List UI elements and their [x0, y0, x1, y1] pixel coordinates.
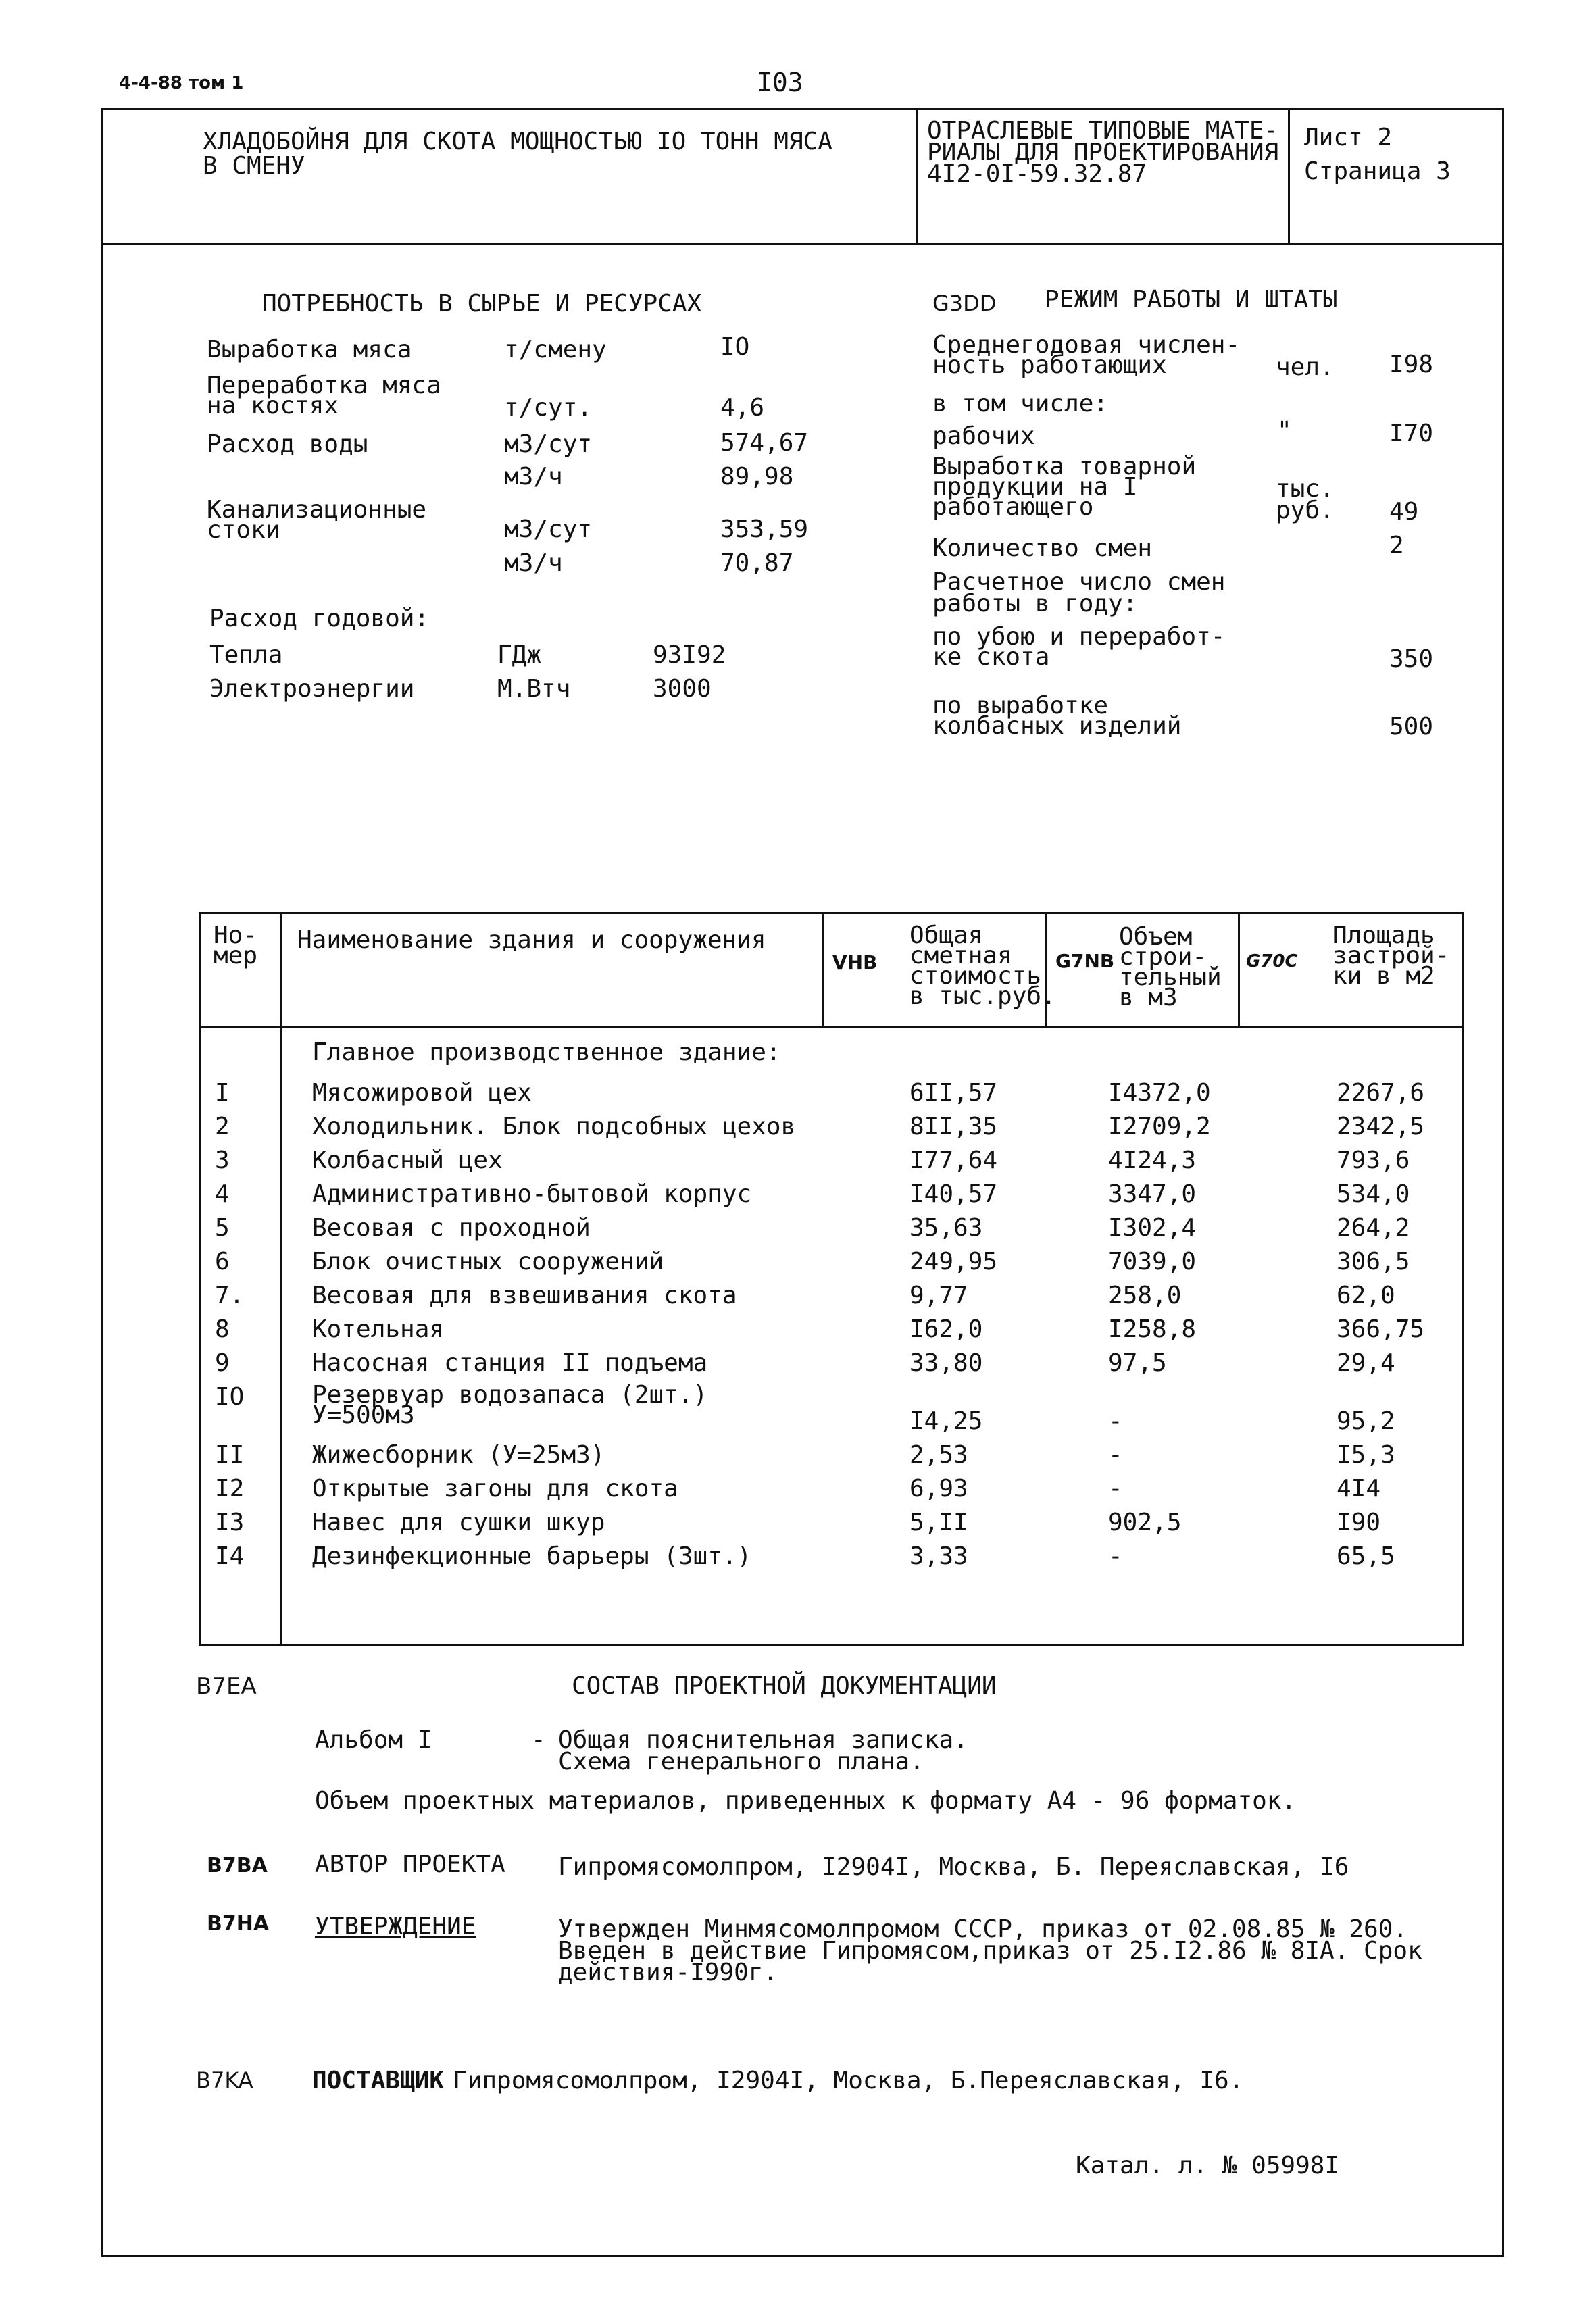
staff-unit: тыс. руб. — [1276, 475, 1335, 524]
table-row-num: I2 — [215, 1475, 245, 1503]
resource-unit: т/сут. — [504, 394, 593, 422]
table-row-area: 29,4 — [1337, 1349, 1395, 1377]
table-col-divider — [1238, 912, 1240, 1026]
resource-value: 89,98 — [720, 463, 794, 491]
table-row-num: 2 — [215, 1113, 230, 1140]
table-row-name: Холодильник. Блок подсобных цехов — [312, 1113, 796, 1140]
annual-name: Электроэнергии — [209, 675, 415, 703]
table-row-num: I4 — [215, 1542, 245, 1570]
col-header-code: G7NB — [1055, 950, 1115, 972]
table-row-cost: 6,93 — [909, 1475, 968, 1503]
staff-title: РЕЖИМ РАБОТЫ И ШТАТЫ — [1045, 286, 1338, 313]
staff-value: 2 — [1389, 532, 1404, 559]
table-row-cost: I77,64 — [909, 1147, 998, 1174]
header-bottom-rule — [101, 243, 1504, 245]
table-row-num: 4 — [215, 1180, 230, 1208]
table-row-area: I90 — [1337, 1509, 1381, 1536]
staff-name: в том числе: — [932, 390, 1109, 418]
table-row-name: Весовая с проходной — [312, 1214, 591, 1242]
sheet-label: Лист 2 — [1304, 124, 1393, 151]
table-row-area: 534,0 — [1337, 1180, 1410, 1208]
table-row-cost: 5,II — [909, 1509, 968, 1536]
author-code: B7BA — [207, 1854, 268, 1878]
table-row-volume: - — [1108, 1441, 1123, 1469]
staff-name: рабочих — [932, 422, 1035, 450]
approval-text: Утвержден Минмясомолпромом СССР, приказ от 02.08.85 № 260. Введен в действие Гипромясом,приказ от 25.I2.86 № 8IA. Срок действия-I990г. — [558, 1915, 1422, 1986]
col-header-code: G70C — [1246, 951, 1298, 972]
table-row-volume: I2709,2 — [1108, 1113, 1211, 1140]
table-row-area: 264,2 — [1337, 1214, 1410, 1242]
col-header-area: Площадь застрой- ки в м2 — [1332, 922, 1450, 990]
table-col-divider — [822, 912, 824, 1026]
staff-name: Выработка товарной продукции на I работающего — [932, 453, 1197, 521]
annual-unit: М.Втч — [497, 675, 571, 703]
table-row-area: 793,6 — [1337, 1147, 1410, 1174]
table-row-area: 4I4 — [1337, 1475, 1381, 1503]
supplier-label: ПОСТАВЩИК — [312, 2067, 445, 2094]
table-col-divider — [280, 912, 282, 1646]
resource-value: 4,6 — [720, 394, 765, 422]
header-divider-2 — [1288, 108, 1290, 243]
resource-value: IO — [720, 333, 750, 361]
staff-unit: " — [1277, 417, 1292, 445]
table-row-name: Насосная станция II подъема — [312, 1349, 708, 1377]
table-row-cost: 2,53 — [909, 1441, 968, 1469]
annual-unit: ГДж — [497, 641, 542, 669]
table-row-cost: 35,63 — [909, 1214, 983, 1242]
table-row-num: II — [215, 1441, 245, 1469]
annual-name: Тепла — [209, 641, 283, 669]
table-row-cost: 6II,57 — [909, 1079, 998, 1107]
table-row-name: Жижесборник (У=25м3) — [312, 1441, 605, 1469]
resource-unit: м3/сут — [504, 430, 593, 458]
table-row-volume: - — [1108, 1475, 1123, 1503]
resource-unit: т/смену — [504, 336, 607, 363]
resource-name: Выработка мяса — [207, 336, 412, 363]
table-row-name: Весовая для взвешивания скота — [312, 1282, 737, 1309]
col-header-name: Наименование здания и сооружения — [297, 926, 766, 954]
resource-name: Переработка мяса на костях — [207, 372, 441, 420]
staff-value: 350 — [1389, 645, 1434, 673]
table-row-volume: 97,5 — [1108, 1349, 1167, 1377]
table-row-volume: - — [1108, 1407, 1123, 1435]
table-row-num: I — [215, 1079, 230, 1107]
volume-text: Объем проектных материалов, приведенных к формату А4 - 96 форматок. — [315, 1787, 1297, 1815]
staff-code: G3DD — [932, 291, 997, 316]
table-row-name: Административно-бытовой корпус — [312, 1180, 752, 1208]
col-header-cost: Общая сметная стоимость в тыс.руб. — [909, 922, 1056, 1010]
staff-value: 500 — [1389, 713, 1434, 740]
resource-value: 353,59 — [720, 515, 809, 543]
staff-value: 49 — [1389, 498, 1419, 526]
table-row-cost: 249,95 — [909, 1248, 998, 1276]
staff-name: Расчетное число смен работы в году: — [932, 568, 1226, 618]
staff-name: Количество смен — [932, 534, 1153, 562]
table-row-num: 9 — [215, 1349, 230, 1377]
table-row-volume: I258,8 — [1108, 1315, 1197, 1343]
series-title: ОТРАСЛЕВЫЕ ТИПОВЫЕ МАТЕ- РИАЛЫ ДЛЯ ПРОЕКТИРОВАНИЯ 4I2-0I-59.32.87 — [927, 117, 1279, 188]
col-header-volume: Объем строи- тельный в м3 — [1119, 923, 1222, 1011]
table-row-num: 7. — [215, 1282, 245, 1309]
document-reference: 4-4-88 том 1 — [119, 73, 244, 93]
table-row-name: Дезинфекционные барьеры (3шт.) — [312, 1542, 752, 1570]
table-group-title: Главное производственное здание: — [312, 1038, 781, 1066]
table-row-volume: 3347,0 — [1108, 1180, 1197, 1208]
resource-unit: м3/ч — [504, 463, 563, 491]
table-row-num: 3 — [215, 1147, 230, 1174]
table-row-area: 2267,6 — [1337, 1079, 1425, 1107]
table-row-cost: 33,80 — [909, 1349, 983, 1377]
table-header-rule — [199, 1026, 1464, 1028]
author-label: АВТОР ПРОЕКТА — [315, 1851, 505, 1878]
table-row-volume: I4372,0 — [1108, 1079, 1211, 1107]
album-label: Альбом I — [315, 1726, 432, 1754]
table-row-area: 95,2 — [1337, 1407, 1395, 1435]
resource-unit: м3/сут — [504, 515, 593, 543]
table-row-name: Мясожировой цех — [312, 1079, 532, 1107]
table-row-volume: 4I24,3 — [1108, 1147, 1197, 1174]
staff-unit: чел. — [1276, 353, 1335, 381]
catalog-number: Катал. л. № 05998I — [1076, 2152, 1340, 2180]
table-row-name: Блок очистных сооружений — [312, 1248, 664, 1276]
table-row-volume: 258,0 — [1108, 1282, 1182, 1309]
col-header-num: Но- мер — [214, 922, 258, 970]
table-row-volume: 7039,0 — [1108, 1248, 1197, 1276]
table-row-area: 306,5 — [1337, 1248, 1410, 1276]
table-row-volume: I302,4 — [1108, 1214, 1197, 1242]
resource-value: 70,87 — [720, 549, 794, 577]
resource-name: Расход воды — [207, 430, 368, 458]
table-row-cost: 8II,35 — [909, 1113, 998, 1140]
table-row-name: Навес для сушки шкур — [312, 1509, 605, 1536]
table-row-volume: 902,5 — [1108, 1509, 1182, 1536]
supplier-code: B7KA — [196, 2067, 253, 2093]
page-label: Страница 3 — [1304, 157, 1451, 185]
annual-title: Расход годовой: — [209, 605, 430, 632]
annual-value: 3000 — [653, 675, 712, 703]
staff-value: I98 — [1389, 351, 1434, 378]
table-row-num: 5 — [215, 1214, 230, 1242]
table-row-volume: - — [1108, 1542, 1123, 1570]
table-row-cost: 3,33 — [909, 1542, 968, 1570]
table-row-area: 62,0 — [1337, 1282, 1395, 1309]
resource-value: 574,67 — [720, 429, 809, 457]
author-text: Гипромясомолпром, I2904I, Москва, Б. Переяславская, I6 — [558, 1853, 1349, 1881]
table-row-num: 8 — [215, 1315, 230, 1343]
table-row-cost: I4,25 — [909, 1407, 983, 1435]
table-row-area: 65,5 — [1337, 1542, 1395, 1570]
annual-value: 93I92 — [653, 641, 726, 669]
table-row-cost: 9,77 — [909, 1282, 968, 1309]
col-header-code: VHB — [832, 951, 878, 974]
table-row-area: 366,75 — [1337, 1315, 1425, 1343]
album-dash: - — [531, 1726, 546, 1754]
approval-label: УТВЕРЖДЕНИЕ — [315, 1913, 476, 1940]
table-row-num: I3 — [215, 1509, 245, 1536]
docs-code: B7EA — [196, 1673, 257, 1700]
page-number: I03 — [757, 68, 803, 97]
staff-name: по выработке колбасных изделий — [932, 692, 1182, 740]
table-row-name: Резервуар водозапаса (2шт.) У=500м3 — [312, 1381, 708, 1429]
table-row-cost: I40,57 — [909, 1180, 998, 1208]
document-title: ХЛАДОБОЙНЯ ДЛЯ СКОТА МОЩНОСТЬЮ IO ТОНН МЯСА В СМЕНУ — [203, 128, 832, 180]
table-row-area: 2342,5 — [1337, 1113, 1425, 1140]
table-row-name: Котельная — [312, 1315, 445, 1343]
staff-value: I70 — [1389, 420, 1434, 447]
resource-name: Канализационные стоки — [207, 496, 427, 544]
table-row-num: 6 — [215, 1248, 230, 1276]
resource-unit: м3/ч — [504, 549, 563, 577]
album-text: Общая пояснительная записка. Схема генерального плана. — [558, 1726, 968, 1776]
header-divider-1 — [916, 108, 918, 243]
table-row-area: I5,3 — [1337, 1441, 1395, 1469]
resources-title: ПОТРЕБНОСТЬ В СЫРЬЕ И РЕСУРСАХ — [262, 290, 702, 318]
supplier-text: Гипромясомолпром, I2904I, Москва, Б.Переяславская, I6. — [453, 2067, 1244, 2094]
table-row-cost: I62,0 — [909, 1315, 983, 1343]
table-row-name: Колбасный цех — [312, 1147, 503, 1174]
staff-name: по убою и переработ- ке скота — [932, 623, 1226, 671]
approval-code: B7HA — [207, 1912, 270, 1936]
docs-title: СОСТАВ ПРОЕКТНОЙ ДОКУМЕНТАЦИИ — [572, 1672, 997, 1700]
table-row-name: Открытые загоны для скота — [312, 1475, 678, 1503]
staff-name: Среднегодовая числен- ность работающих — [932, 331, 1241, 379]
table-row-num: IO — [215, 1383, 245, 1411]
